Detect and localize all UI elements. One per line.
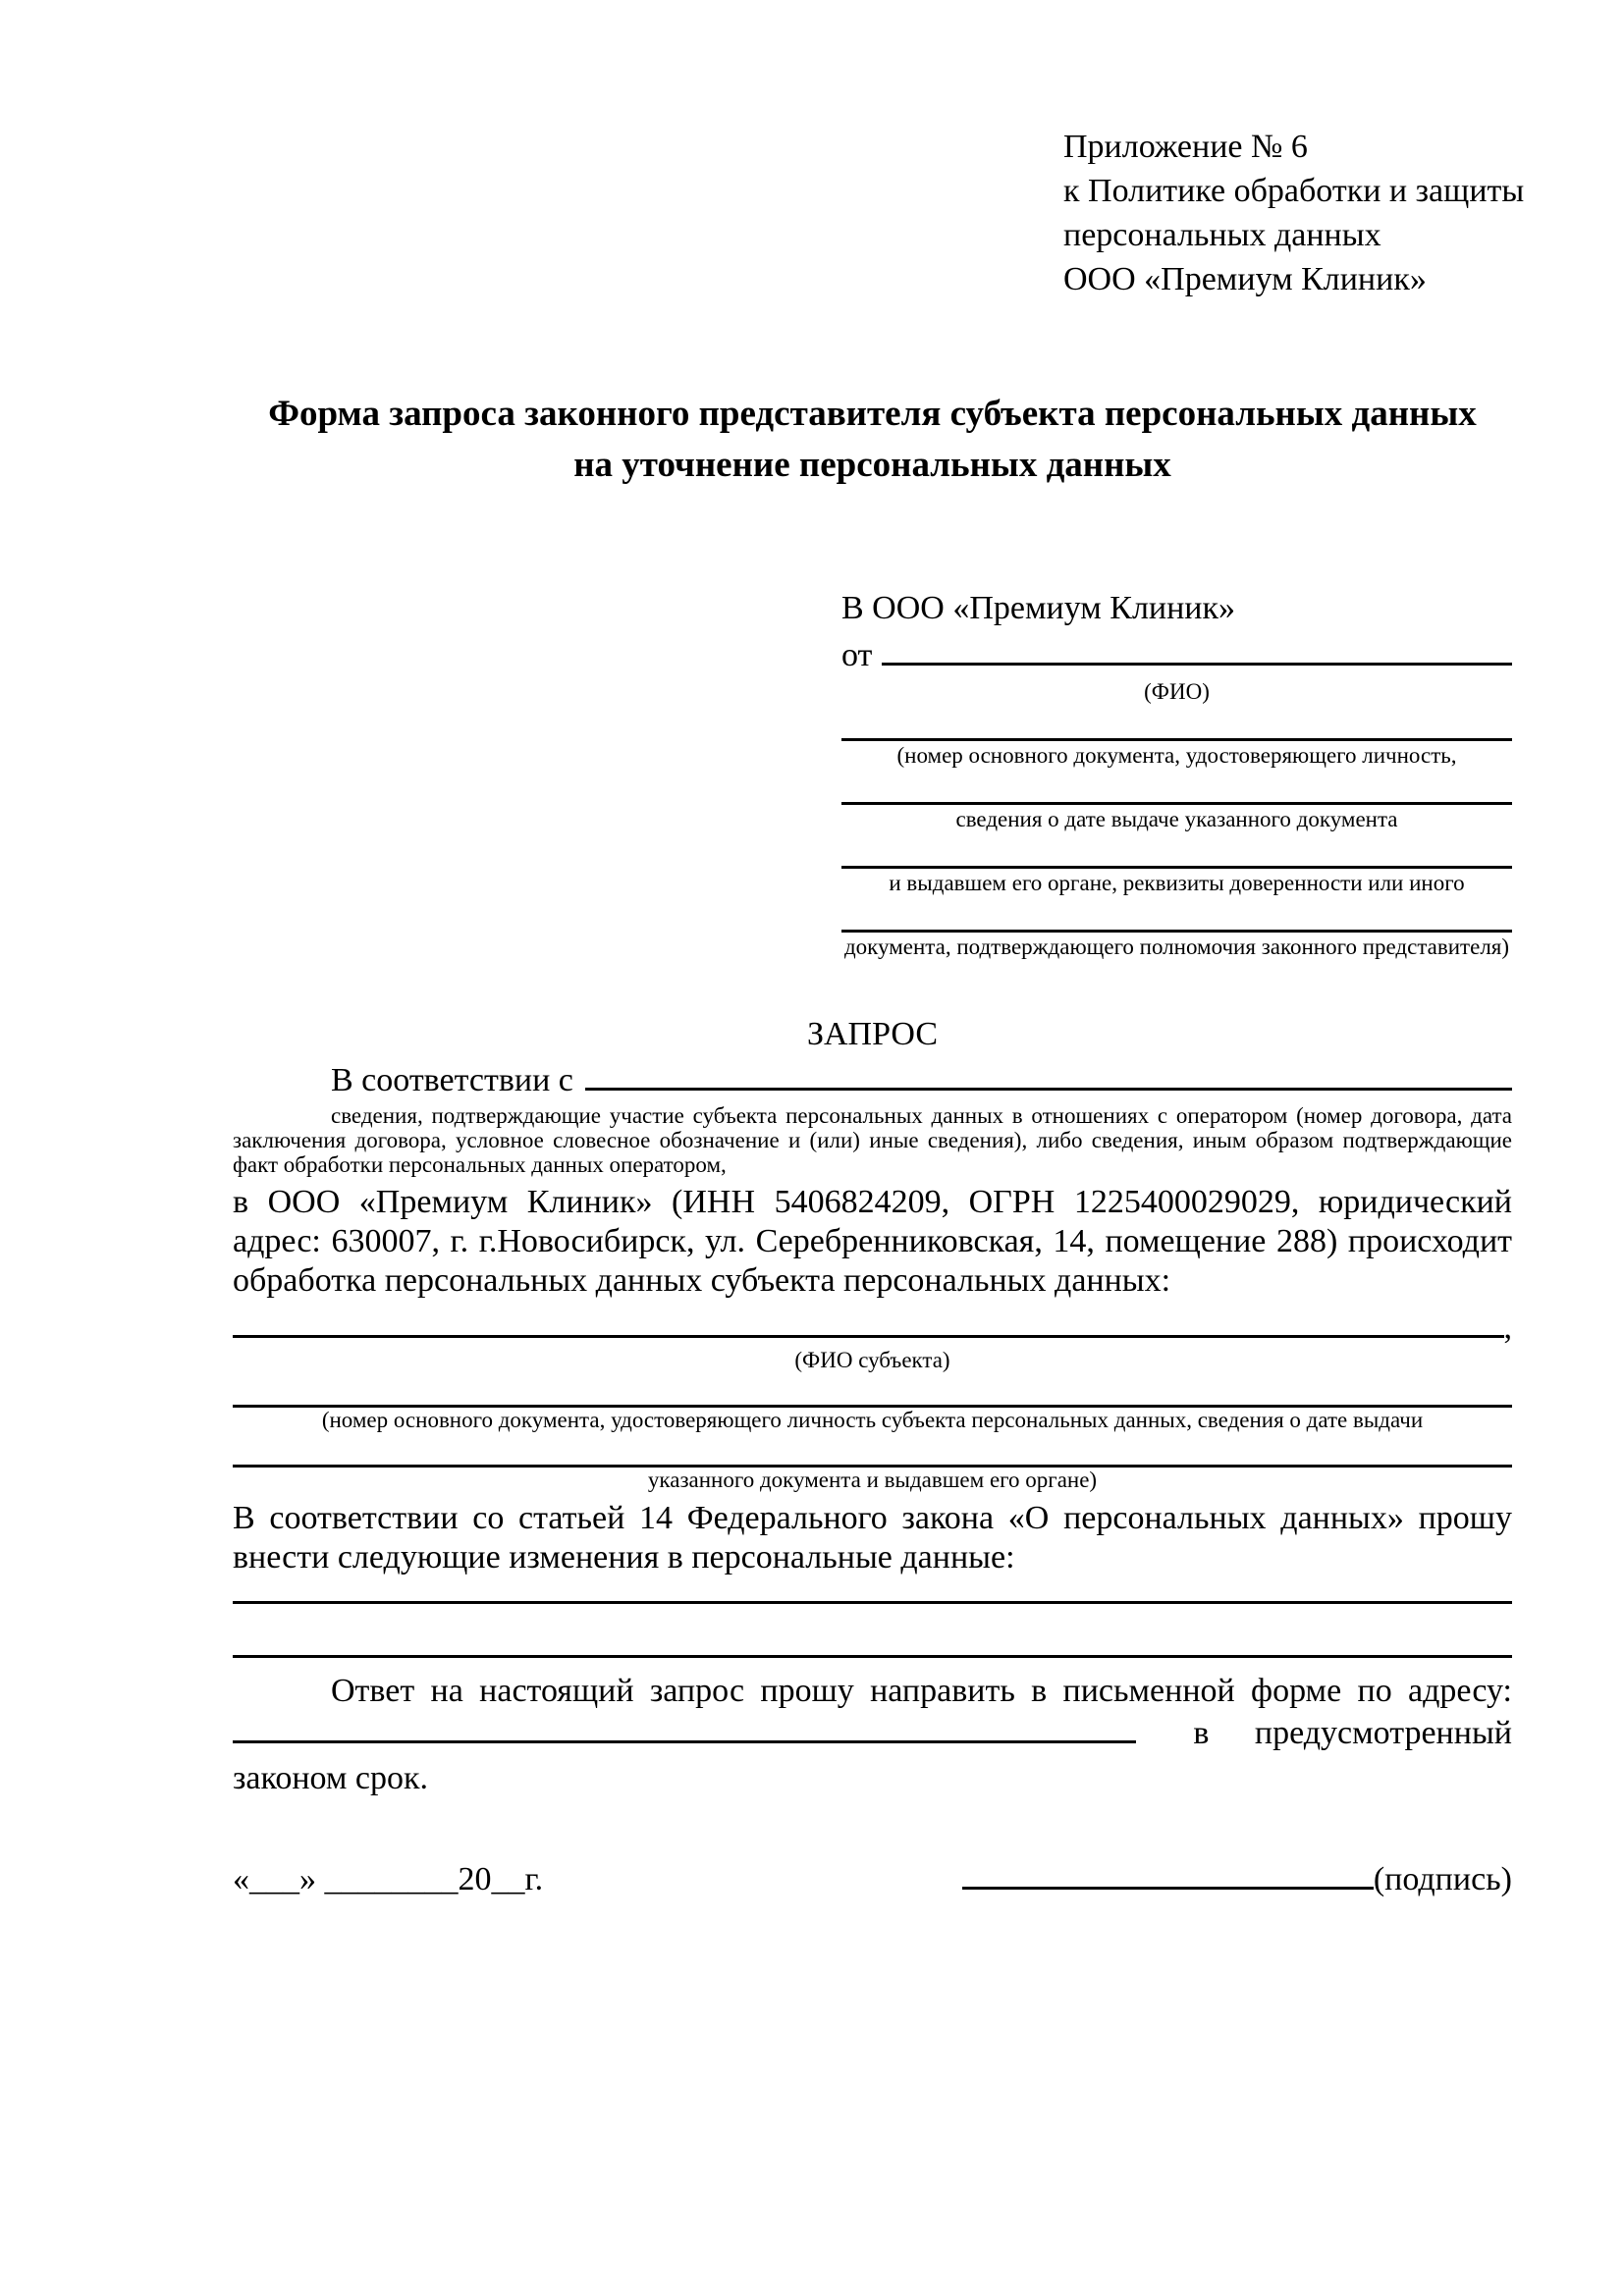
changes-blank-line-1 bbox=[233, 1577, 1512, 1604]
subject-doc-blank-line-1 bbox=[233, 1373, 1512, 1408]
representative-doc-caption-1: (номер основного документа, удостоверяющего личность, bbox=[896, 743, 1457, 768]
subject-fio-caption: (ФИО субъекта) bbox=[794, 1348, 950, 1372]
answer-paragraph: Ответ на настоящий запрос прошу направить в письменной форме по адресу: bbox=[331, 1673, 1512, 1709]
accordance-footnote: сведения, подтверждающие участие субъекта персональных данных в отношениях с оператором (номер договора, дата заключения договора, условное словесное обозначение и (или) иные сведения), либо сведения, иным образом подтверждающие факт обработки персональных данных оператором, bbox=[233, 1103, 1512, 1177]
document-title-line: Форма запроса законного представителя субъекта персональных данных bbox=[268, 394, 1477, 434]
document-title bbox=[233, 389, 1512, 491]
accordance-row bbox=[233, 1058, 1512, 1103]
addressee-organization: В ООО «Премиум Клиник» bbox=[841, 590, 1236, 626]
representative-doc-caption-3: и выдавшем его органе, реквизиты доверенности или иного bbox=[889, 871, 1465, 895]
article-paragraph: В соответствии со статьей 14 Федерального закона «О персональных данных» прошу внести следующие изменения в персональные данные: bbox=[233, 1500, 1512, 1575]
representative-doc-blank-line-1 bbox=[841, 705, 1512, 741]
signature-group bbox=[962, 1858, 1512, 1901]
accordance-label: В соответствии с bbox=[331, 1062, 573, 1098]
appendix-header-line: к Политике обработки и защиты bbox=[1063, 173, 1525, 209]
operator-paragraph: в ООО «Премиум Клиник» (ИНН 5406824209, ОГРН 1225400029029, юридический адрес: 630007, г. г.Новосибирск, ул. Серебренниковская, 14, помещение 288) происходит обработка персональных данных субъекта персональных данных: bbox=[233, 1184, 1512, 1299]
answer-end-text: законом срок. bbox=[233, 1760, 428, 1796]
from-label: от bbox=[841, 637, 873, 673]
date-blank-text: «___» ________20__г. bbox=[233, 1861, 544, 1897]
representative-doc-caption-4: документа, подтверждающего полномочия законного представителя) bbox=[843, 934, 1510, 959]
subject-doc-caption-2: указанного документа и выдавшем его органе) bbox=[647, 1468, 1098, 1492]
subject-doc-blank-line-2 bbox=[233, 1433, 1512, 1468]
fio-caption: (ФИО) bbox=[1144, 679, 1210, 704]
subject-fio-blank-line bbox=[233, 1335, 1504, 1338]
subject-fio-comma: , bbox=[1503, 1309, 1512, 1346]
representative-doc-blank-line-3 bbox=[841, 832, 1512, 869]
representative-doc-blank-line-2 bbox=[841, 769, 1512, 805]
document-body bbox=[233, 0, 1512, 1901]
subject-fio-row bbox=[233, 1308, 1512, 1348]
from-row bbox=[841, 632, 1512, 679]
appendix-header-line: Приложение № 6 bbox=[1063, 129, 1308, 165]
representative-doc-blank-line-4 bbox=[841, 896, 1512, 933]
signature-caption: (подпись) bbox=[1373, 1861, 1512, 1897]
answer-address-row bbox=[233, 1711, 1512, 1756]
changes-blank-line-2 bbox=[233, 1604, 1512, 1658]
accordance-blank-line bbox=[585, 1088, 1512, 1091]
subject-doc-caption-1: (номер основного документа, удостоверяющего личность субъекта персональных данных, сведения о дате выдачи bbox=[321, 1408, 1424, 1432]
address-blank-line bbox=[233, 1740, 1136, 1743]
appendix-header-line: персональных данных bbox=[1063, 217, 1381, 253]
representative-doc-caption-2: сведения о дате выдаче указанного документа bbox=[955, 807, 1398, 831]
answer-tail-text: в предусмотренный bbox=[1193, 1715, 1512, 1751]
request-heading: ЗАПРОС bbox=[806, 1016, 939, 1052]
appendix-header-line: ООО «Премиум Клиник» bbox=[1063, 261, 1427, 297]
representative-fio-blank-line bbox=[882, 663, 1512, 666]
document-title-line: на уточнение персональных данных bbox=[573, 445, 1171, 485]
date-signature-row bbox=[233, 1858, 1512, 1901]
addressee-block bbox=[841, 585, 1512, 960]
signature-blank-line bbox=[962, 1887, 1374, 1890]
